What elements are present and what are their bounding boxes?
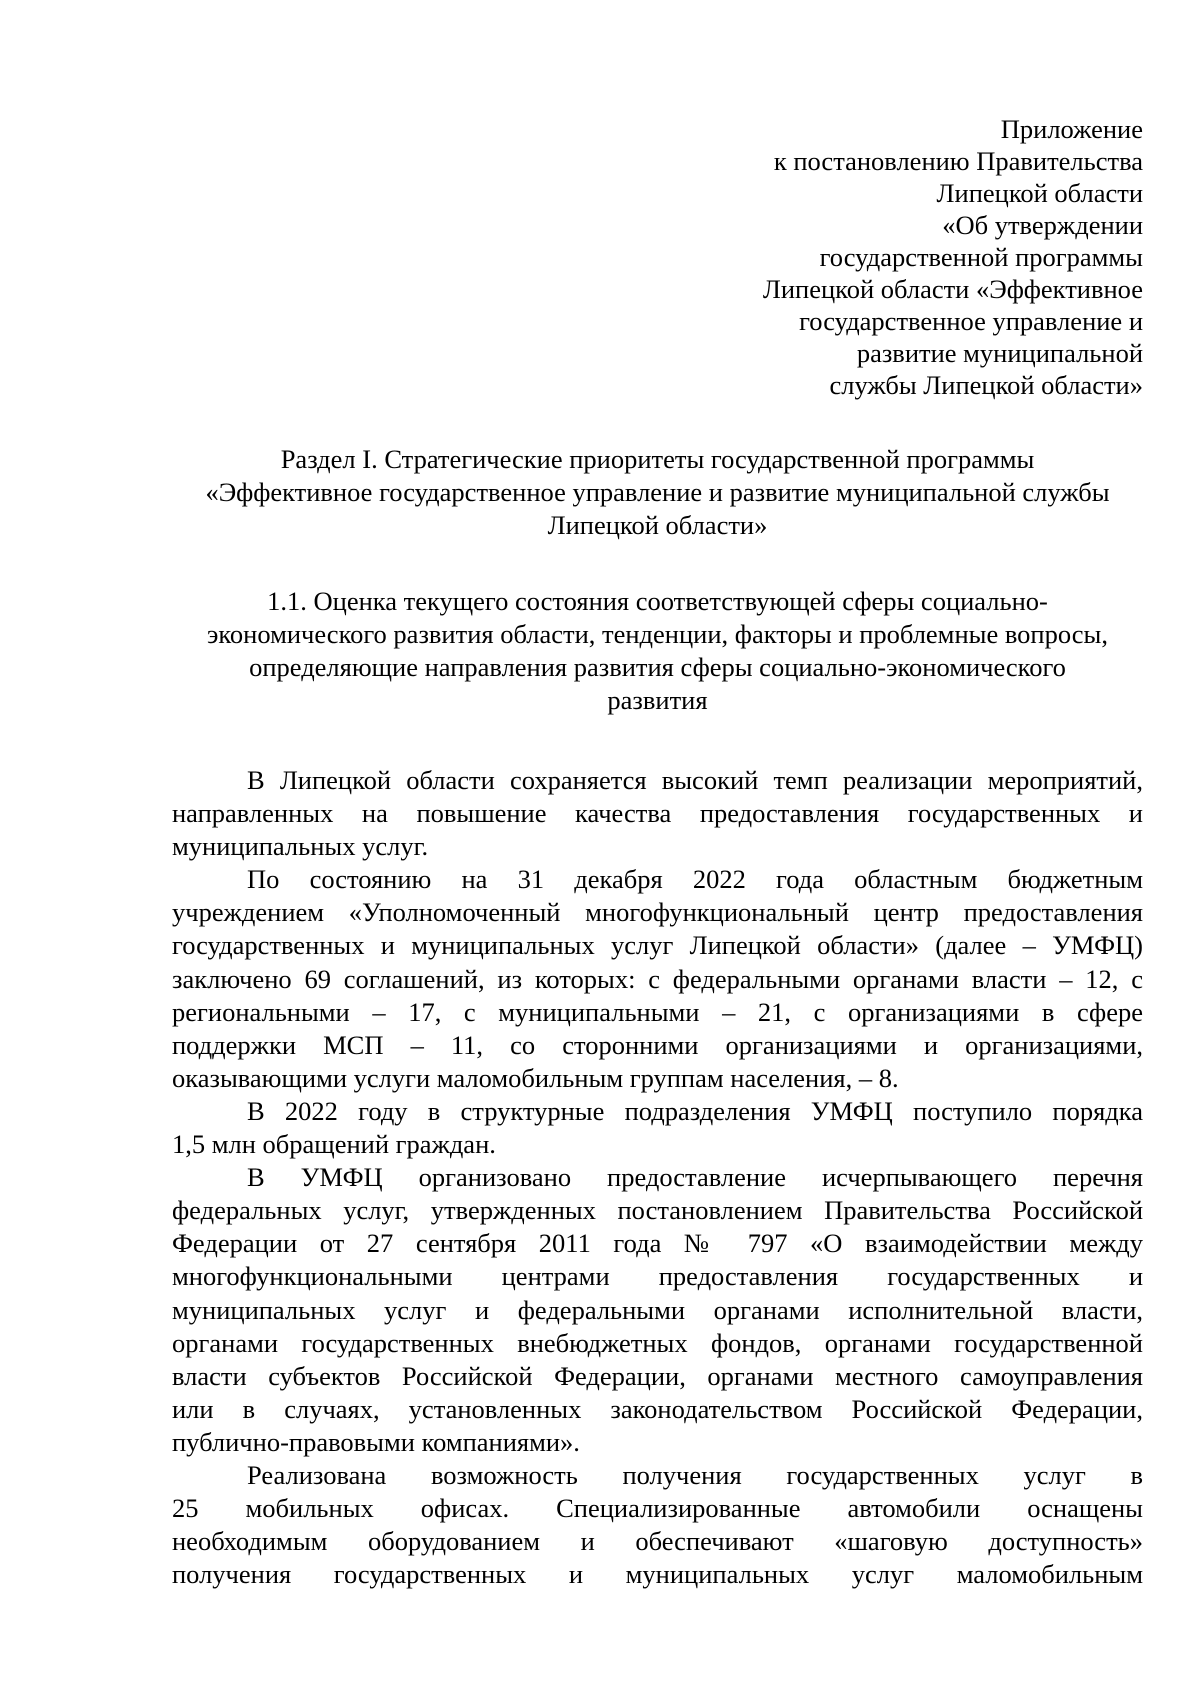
section-title-line: Раздел I. Стратегические приоритеты государственной программы (280, 444, 1035, 474)
text-line: Федерации от 27 сентября 2011 года № 797 «О взаимодействии между (172, 1228, 1143, 1259)
subsection-title (172, 585, 1143, 717)
text-line: органами государственных внебюджетных фондов, органами государственной (172, 1327, 1143, 1358)
text-line: публично-правовыми компаниями». (172, 1426, 580, 1457)
subsection-title-line: 1.1. Оценка текущего состояния соответствующей сферы социально- (267, 586, 1048, 616)
appendix-line: государственной программы (819, 242, 1143, 272)
text-line: В 2022 году в структурные подразделения УМФЦ поступило порядка (247, 1095, 1143, 1126)
paragraph (172, 1161, 1143, 1459)
paragraph (172, 1459, 1143, 1591)
text-line: многофункциональными центрами предоставления государственных и (172, 1261, 1143, 1292)
text-line: муниципальных услуг и федеральными органами исполнительной власти, (172, 1294, 1143, 1325)
appendix-line: службы Липецкой области» (829, 370, 1143, 400)
section-title (172, 443, 1143, 542)
subsection-title-line: развития (607, 685, 708, 715)
text-line: оказывающими услуги маломобильным группам населения, – 8. (172, 1062, 899, 1093)
body-text (172, 764, 1143, 1591)
text-line: необходимым оборудованием и обеспечивают «шаговую доступность» (172, 1526, 1143, 1557)
text-line: государственных и муниципальных услуг Липецкой области» (далее – УМФЦ) (172, 930, 1143, 961)
paragraph (172, 1095, 1143, 1161)
appendix-line: Приложение (1000, 114, 1143, 144)
text-line: заключено 69 соглашений, из которых: с федеральными органами власти – 12, с (172, 963, 1143, 994)
section-title-line: «Эффективное государственное управление и развитие муниципальной службы (205, 477, 1110, 507)
text-line: региональными – 17, с муниципальными – 21, с организациями в сфере (172, 996, 1143, 1027)
subsection-title-line: экономического развития области, тенденции, факторы и проблемные вопросы, (207, 619, 1108, 649)
text-line: По состоянию на 31 декабря 2022 года областным бюджетным (247, 864, 1143, 895)
paragraph (172, 863, 1143, 1095)
subsection-title-line: определяющие направления развития сферы социально-экономического (249, 652, 1066, 682)
text-line: власти субъектов Российской Федерации, органами местного самоуправления (172, 1360, 1143, 1391)
text-line: поддержки МСП – 11, со сторонними организациями и организациями, (172, 1029, 1143, 1060)
appendix-line: к постановлению Правительства (773, 146, 1143, 176)
text-line: направленных на повышение качества предоставления государственных и (172, 798, 1143, 829)
text-line: В Липецкой области сохраняется высокий темп реализации мероприятий, (247, 765, 1143, 795)
text-line: учреждением «Уполномоченный многофункциональный центр предоставления (172, 897, 1143, 928)
text-line: федеральных услуг, утвержденных постановлением Правительства Российской (172, 1195, 1143, 1226)
appendix-line: развитие муниципальной (856, 338, 1143, 368)
text-line: 1,5 млн обращений граждан. (172, 1129, 496, 1160)
paragraph (172, 764, 1143, 863)
appendix-line: Липецкой области «Эффективное (762, 274, 1143, 304)
text-line: или в случаях, установленных законодательством Российской Федерации, (172, 1393, 1143, 1424)
text-line: 25 мобильных офисах. Специализированные автомобили оснащены (172, 1493, 1143, 1524)
appendix-line: государственное управление и (799, 306, 1143, 336)
appendix-line: Липецкой области (936, 178, 1143, 208)
appendix-line: «Об утверждении (942, 210, 1143, 240)
text-line: Реализована возможность получения государственных услуг в (247, 1459, 1143, 1490)
text-line: муниципальных услуг. (172, 831, 429, 862)
text-line: В УМФЦ организовано предоставление исчерпывающего перечня (247, 1162, 1143, 1193)
appendix-header (763, 113, 1143, 401)
section-title-line: Липецкой области» (547, 510, 768, 540)
text-line: получения государственных и муниципальных услуг маломобильным (172, 1559, 1143, 1590)
